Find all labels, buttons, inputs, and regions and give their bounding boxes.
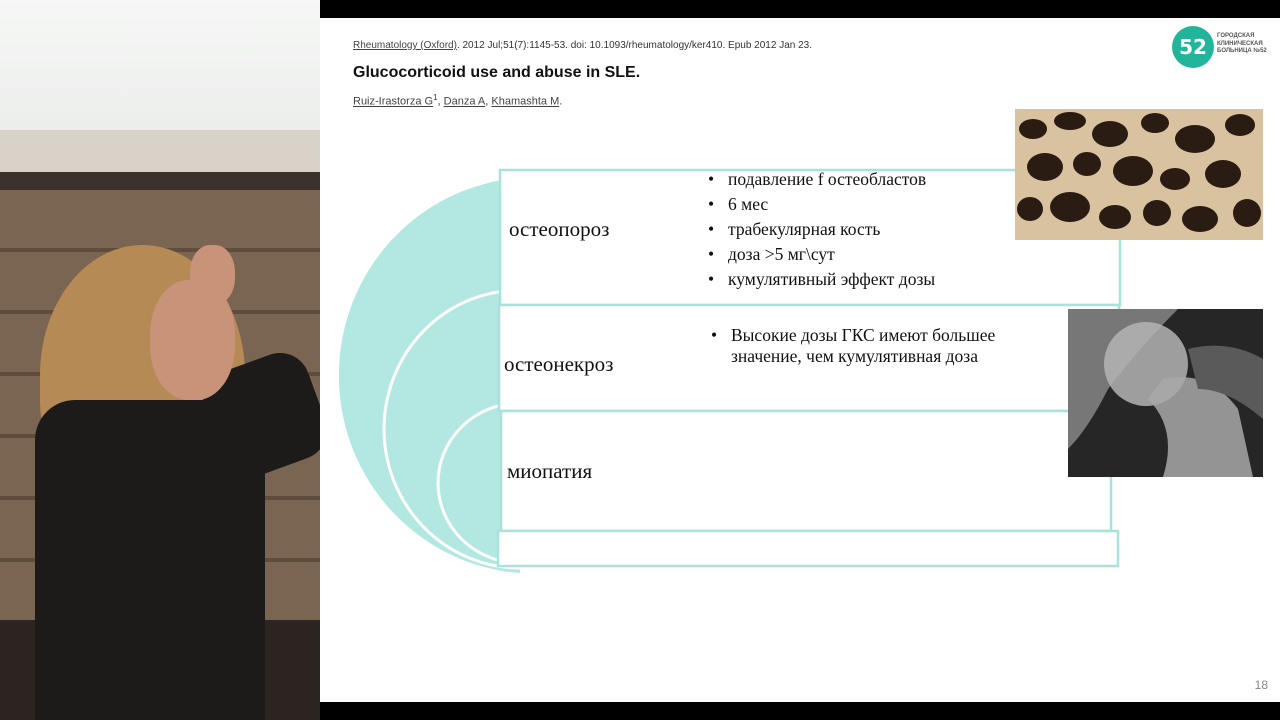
author-sep: , bbox=[485, 95, 492, 108]
trabecular-bone-drawing bbox=[1015, 109, 1263, 240]
logo-line: ГОРОДСКАЯ bbox=[1217, 33, 1255, 39]
bullet-item: • Высокие дозы ГКС имеют большее значение, чем кумулятивная доза bbox=[711, 325, 1001, 367]
row-box-3 bbox=[501, 411, 1111, 531]
author-end: . bbox=[559, 95, 563, 108]
video-wall bbox=[0, 0, 320, 130]
author-link-1[interactable]: Ruiz-Irastorza G bbox=[353, 95, 434, 108]
speaker-video bbox=[0, 0, 320, 720]
logo-line: БОЛЬНИЦА №52 bbox=[1217, 48, 1267, 54]
logo-line: КЛИНИЧЕСКАЯ bbox=[1217, 40, 1263, 47]
presentation-slide bbox=[320, 18, 1280, 702]
trabecular-bone-image bbox=[1015, 109, 1263, 240]
authors bbox=[353, 93, 562, 108]
author-affiliation: 1 bbox=[433, 93, 438, 102]
page-number: 18 bbox=[1254, 678, 1268, 692]
osteoporosis-bullets bbox=[708, 167, 935, 292]
hip-xray-drawing bbox=[1068, 309, 1263, 477]
bullet-item: • подавление f остеобластов bbox=[708, 167, 935, 192]
author-link-2[interactable]: Danza A bbox=[443, 95, 486, 108]
row-box-4 bbox=[498, 531, 1118, 566]
osteonecrosis-bullets bbox=[711, 325, 1001, 367]
row-label-osteonecrosis: остеонекроз bbox=[504, 352, 614, 376]
citation bbox=[353, 40, 812, 51]
video-beam bbox=[0, 172, 320, 190]
hospital-logo bbox=[1172, 26, 1276, 70]
author-link-3[interactable]: Khamashta M bbox=[491, 95, 560, 108]
slide-title: Glucocorticoid use and abuse in SLE. bbox=[353, 64, 641, 81]
journal-link[interactable]: Rheumatology (Oxford) bbox=[353, 40, 457, 51]
bullet-item: • кумулятивный эффект дозы bbox=[708, 267, 935, 292]
logo-text bbox=[1217, 33, 1279, 56]
speaker-hand bbox=[190, 245, 235, 305]
outer-arc bbox=[339, 178, 520, 573]
bullet-item: • 6 мес bbox=[708, 192, 935, 217]
hip-xray-image bbox=[1068, 309, 1263, 477]
bullet-item: • трабекулярная кость bbox=[708, 217, 935, 242]
row-label-osteoporosis: остеопороз bbox=[509, 217, 610, 241]
video-ceiling bbox=[0, 130, 320, 175]
author-sep: , bbox=[437, 95, 444, 108]
bullet-item: • доза >5 мг\сут bbox=[708, 242, 935, 267]
row-label-myopathy: миопатия bbox=[507, 459, 593, 483]
citation-details: . 2012 Jul;51(7):1145-53. doi: 10.1093/rheumatology/ker410. Epub 2012 Jan 23. bbox=[456, 40, 813, 51]
logo-mark: 52 bbox=[1172, 26, 1214, 68]
